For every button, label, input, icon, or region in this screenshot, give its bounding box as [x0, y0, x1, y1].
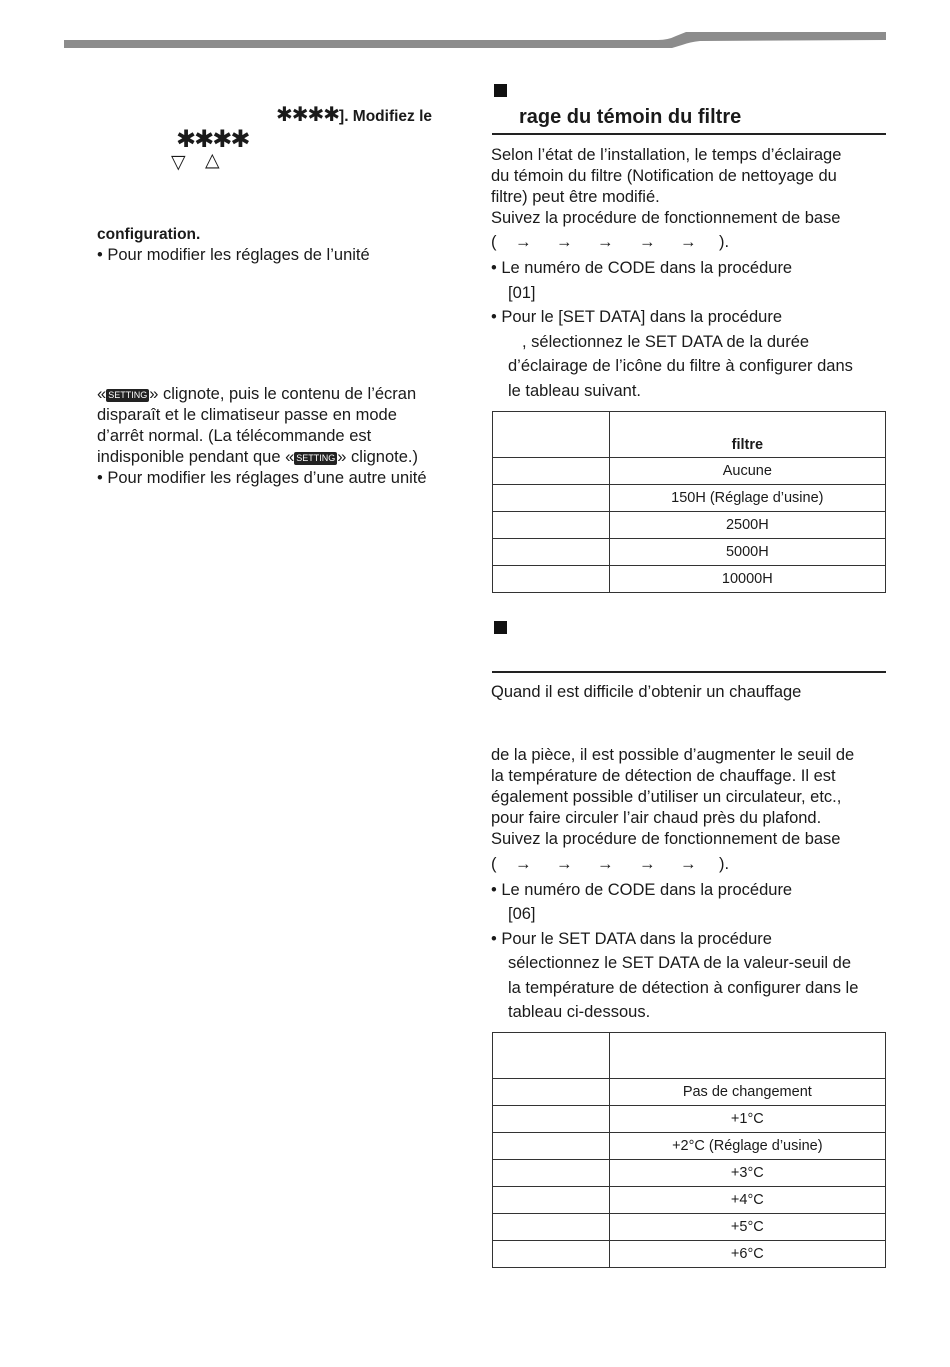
table-cell: +3°C	[609, 1160, 885, 1187]
table-header-cell	[493, 412, 610, 458]
setting-indicator: SETTING	[296, 453, 336, 463]
table-row	[493, 539, 886, 566]
arrow-icon: →	[515, 233, 532, 251]
arrow-icon: →	[597, 233, 614, 251]
filter-set-line-3: d’éclairage de l’icône du filtre à configurer dans	[508, 357, 853, 375]
heat-para-4: également possible d’utiliser un circulateur, etc.,	[491, 788, 842, 806]
blink-line-2: disparaît et le climatiseur passe en mode	[97, 406, 397, 424]
section-marker-heating	[494, 621, 507, 634]
table-cell: 150H (Réglage d’usine)	[609, 485, 885, 512]
table-cell: Aucune	[609, 458, 885, 485]
table-row	[493, 1241, 886, 1268]
filter-section-heading: rage du témoin du filtre	[519, 106, 742, 128]
table-header-row	[493, 412, 886, 458]
filter-set-line-2: , sélectionnez le SET DATA de la durée	[522, 333, 810, 351]
up-triangle-icon: △	[205, 150, 220, 171]
heating-threshold-table	[492, 1032, 886, 1268]
arrow-icon: →	[556, 233, 573, 251]
table-row	[493, 1214, 886, 1241]
filter-set-bullet: • Pour le [SET DATA] dans la procédure	[491, 308, 782, 326]
arrow-icon: →	[639, 233, 656, 251]
table-header-cell: filtre	[609, 412, 885, 458]
down-triangle-icon: ▽	[171, 152, 186, 173]
heat-set-line-2: sélectionnez le SET DATA de la valeur-seuil de	[508, 954, 852, 972]
table-row	[493, 1079, 886, 1106]
heat-para-3: la température de détection de chauffage. Il est	[491, 767, 836, 785]
arrow-icon: →	[515, 855, 532, 873]
heat-set-line-4: tableau ci-dessous.	[508, 1003, 651, 1021]
filter-para-1: Selon l’état de l’installation, le temps d’éclairage	[491, 146, 842, 164]
heat-code-value: [06]	[508, 905, 536, 923]
heating-heading-rule	[492, 671, 886, 673]
table-cell: 2500H	[609, 512, 885, 539]
table-row	[493, 566, 886, 593]
table-row	[493, 1133, 886, 1160]
heat-para-2: de la pièce, il est possible d’augmenter le seuil de	[491, 746, 855, 764]
table-row	[493, 485, 886, 512]
heat-procedure-sequence: ( → → → → → ).	[491, 855, 730, 873]
asterisks-inline: ✱✱✱✱	[276, 104, 340, 126]
filter-para-2: du témoin du filtre (Notification de nettoyage du	[491, 167, 837, 185]
filter-procedure-sequence: ( → → → → → ).	[491, 233, 730, 251]
blink-line-4: indisponible pendant que « SETTING » clignote.)	[97, 448, 418, 466]
asterisks-display: ✱✱✱✱	[176, 126, 249, 153]
heat-set-line-3: la température de détection à configurer dans le	[508, 979, 859, 997]
heat-para-6: Suivez la procédure de fonctionnement de base	[491, 830, 841, 848]
table-row	[493, 1187, 886, 1214]
table-cell: +1°C	[609, 1106, 885, 1133]
blink-line-3: d’arrêt normal. (La télécommande est	[97, 427, 372, 445]
table-row	[493, 512, 886, 539]
table-cell: Pas de changement	[609, 1079, 885, 1106]
heat-set-bullet: • Pour le SET DATA dans la procédure	[491, 930, 772, 948]
table-cell: +6°C	[609, 1241, 885, 1268]
table-cell: 5000H	[609, 539, 885, 566]
arrow-icon: →	[639, 855, 656, 873]
heat-para-5: pour faire circuler l’air chaud près du plafond.	[491, 809, 822, 827]
table-row	[493, 1160, 886, 1187]
filter-code-bullet: • Le numéro de CODE dans la procédure	[491, 259, 793, 277]
table-row	[493, 1106, 886, 1133]
table-cell: +5°C	[609, 1214, 885, 1241]
filter-heading-rule	[492, 133, 886, 135]
arrow-icon: →	[556, 855, 573, 873]
blink-line-1: « SETTING » clignote, puis le contenu de l’écran	[97, 385, 417, 403]
table-cell: +2°C (Réglage d’usine)	[609, 1133, 885, 1160]
table-row	[493, 458, 886, 485]
table-header-row	[493, 1033, 886, 1079]
table-cell: 10000H	[609, 566, 885, 593]
heat-para-1: Quand il est difficile d’obtenir un chauffage	[491, 683, 802, 701]
arrow-icon: →	[680, 233, 697, 251]
section-marker-filter	[494, 84, 507, 97]
arrow-icon: →	[597, 855, 614, 873]
table-cell: +4°C	[609, 1187, 885, 1214]
filter-setting-table	[492, 411, 886, 593]
filter-set-line-4: le tableau suivant.	[508, 382, 642, 400]
header-bar	[0, 0, 950, 60]
arrow-icon: →	[680, 855, 697, 873]
asterisk-code-line: ✱✱✱✱]. Modifiez le	[276, 104, 433, 126]
filter-para-3: filtre) peut être modifié.	[491, 188, 660, 206]
filter-code-value: [01]	[508, 284, 536, 302]
bullet-modify-other-unit: • Pour modifier les réglages d’une autre unité	[97, 469, 427, 487]
setting-indicator: SETTING	[108, 390, 148, 400]
bullet-modify-unit: • Pour modifier les réglages de l’unité	[97, 246, 370, 264]
heat-code-bullet: • Le numéro de CODE dans la procédure	[491, 881, 793, 899]
filter-para-4: Suivez la procédure de fonctionnement de base	[491, 209, 841, 227]
configuration-label: configuration.	[97, 226, 201, 243]
